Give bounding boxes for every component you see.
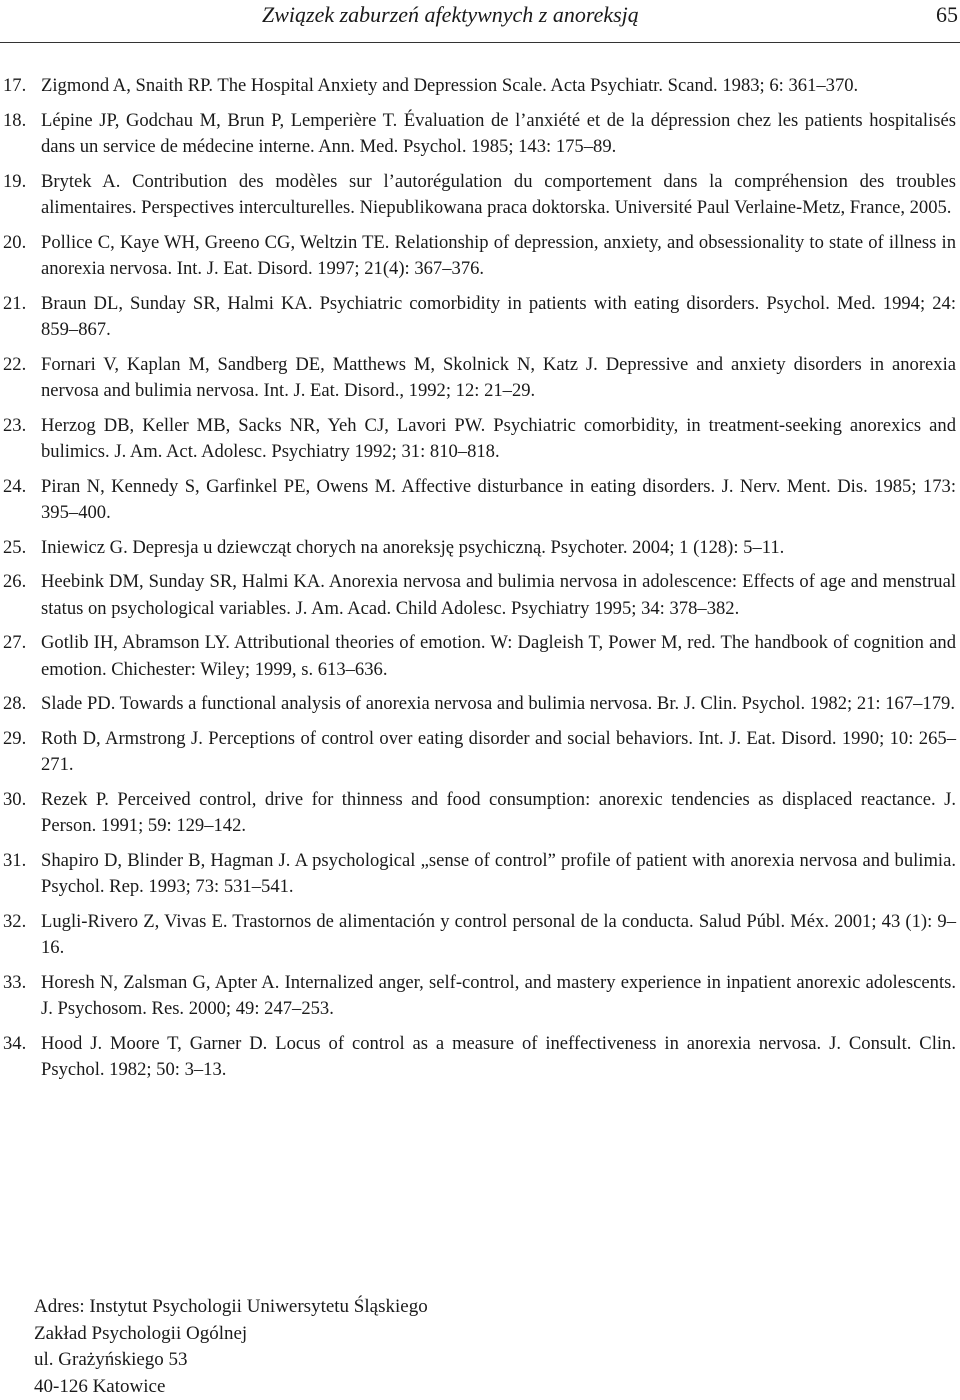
reference-number: 22. — [3, 352, 26, 379]
reference-text: Roth D, Armstrong J. Perceptions of control over eating disorder and social behaviors. Int. J. Eat. Disord. 1990; 10: 265–271. — [41, 728, 956, 776]
reference-item — [0, 108, 956, 161]
reference-number: 24. — [3, 474, 26, 501]
header-rule — [0, 42, 960, 43]
reference-text: Braun DL, Sunday SR, Halmi KA. Psychiatric comorbidity in patients with eating disorders. Psychol. Med. 1994; 24: 859–867. — [41, 293, 956, 341]
reference-item — [0, 291, 956, 344]
reference-number: 27. — [3, 630, 26, 657]
reference-item — [0, 352, 956, 405]
reference-text: Gotlib IH, Abramson LY. Attributional theories of emotion. W: Dagleish T, Power M, red. The handbook of cognition and emotion. Chichester: Wiley; 1999, s. 613–636. — [41, 632, 956, 680]
reference-item — [0, 169, 956, 222]
reference-text: Shapiro D, Blinder B, Hagman J. A psychological „sense of control” profile of patient with anorexia nervosa and bulimia. Psychol. Rep. 1993; 73: 531–541. — [41, 850, 956, 898]
reference-item — [0, 970, 956, 1023]
reference-item — [0, 413, 956, 466]
reference-text: Pollice C, Kaye WH, Greeno CG, Weltzin TE. Relationship of depression, anxiety, and obsessionality to state of illness in anorexia nervosa. Int. J. Eat. Disord. 1997; 21(4): 367–376. — [41, 232, 956, 280]
correspondence-address — [34, 1294, 428, 1400]
reference-number: 23. — [3, 413, 26, 440]
reference-text: Heebink DM, Sunday SR, Halmi KA. Anorexia nervosa and bulimia nervosa in adolescence: Effects of age and menstrual status on psychological variables. J. Am. Acad. Child Adolesc. Psychiatry 1995; 34: 378–382. — [41, 571, 956, 619]
reference-number: 29. — [3, 726, 26, 753]
reference-number: 31. — [3, 848, 26, 875]
reference-item — [0, 535, 956, 562]
reference-text: Horesh N, Zalsman G, Apter A. Internalized anger, self-control, and mastery experience in inpatient anorexic adolescents. J. Psychosom. Res. 2000; 49: 247–253. — [41, 972, 956, 1020]
reference-text: Lépine JP, Godchau M, Brun P, Lemperière T. Évaluation de l’anxiété et de la dépression chez les patients hospitalisés dans un service de médecine interne. Ann. Med. Psychol. 1985; 143: 175–89. — [41, 110, 956, 158]
reference-list — [0, 73, 956, 1092]
reference-text: Lugli-Rivero Z, Vivas E. Trastornos de alimentación y control personal de la conducta. Salud Públ. Méx. 2001; 43 (1): 9–16. — [41, 911, 956, 959]
reference-item — [0, 848, 956, 901]
reference-item — [0, 691, 956, 718]
reference-text: Zigmond A, Snaith RP. The Hospital Anxiety and Depression Scale. Acta Psychiatr. Scand. 1983; 6: 361–370. — [41, 75, 858, 96]
reference-text: Iniewicz G. Depresja u dziewcząt chorych na anoreksję psychiczną. Psychoter. 2004; 1 (128): 5–11. — [41, 537, 784, 558]
reference-text: Piran N, Kennedy S, Garfinkel PE, Owens M. Affective disturbance in eating disorders. J. Nerv. Ment. Dis. 1985; 173: 395–400. — [41, 476, 956, 524]
address-line: Zakład Psychologii Ogólnej — [34, 1321, 428, 1348]
reference-text: Brytek A. Contribution des modèles sur l’autorégulation du comportement dans la compréhension des troubles alimentaires. Perspectives interculturelles. Niepublikowana praca doktorska. Université Paul Verlaine-Metz, France, 2005. — [41, 171, 956, 219]
reference-text: Rezek P. Perceived control, drive for thinness and food consumption: anorexic tendencies as displaced reactance. J. Person. 1991; 59: 129–142. — [41, 789, 956, 837]
address-line: ul. Grażyńskiego 53 — [34, 1347, 428, 1374]
reference-item — [0, 73, 956, 100]
page-number: 65 — [936, 2, 958, 28]
reference-number: 19. — [3, 169, 26, 196]
address-line: 40-126 Katowice — [34, 1374, 428, 1400]
reference-text: Hood J. Moore T, Garner D. Locus of control as a measure of ineffectiveness in anorexia nervosa. J. Consult. Clin. Psychol. 1982; 50: 3–13. — [41, 1033, 956, 1081]
reference-text: Fornari V, Kaplan M, Sandberg DE, Matthews M, Skolnick N, Katz J. Depressive and anxiety disorders in anorexia nervosa and bulimia nervosa. Int. J. Eat. Disord., 1992; 12: 21–29. — [41, 354, 956, 402]
reference-text: Slade PD. Towards a functional analysis of anorexia nervosa and bulimia nervosa. Br. J. Clin. Psychol. 1982; 21: 167–179. — [41, 693, 955, 714]
address-line: Adres: Instytut Psychologii Uniwersytetu Śląskiego — [34, 1294, 428, 1321]
page-header — [0, 0, 960, 46]
reference-item — [0, 1031, 956, 1084]
reference-number: 32. — [3, 909, 26, 936]
reference-item — [0, 630, 956, 683]
reference-number: 26. — [3, 569, 26, 596]
reference-number: 28. — [3, 691, 26, 718]
reference-item — [0, 569, 956, 622]
reference-text: Herzog DB, Keller MB, Sacks NR, Yeh CJ, Lavori PW. Psychiatric comorbidity, in treatment-seeking anorexics and bulimics. J. Am. Act. Adolesc. Psychiatry 1992; 31: 810–818. — [41, 415, 956, 463]
reference-number: 34. — [3, 1031, 26, 1058]
reference-number: 30. — [3, 787, 26, 814]
reference-number: 25. — [3, 535, 26, 562]
reference-number: 18. — [3, 108, 26, 135]
reference-number: 17. — [3, 73, 26, 100]
reference-number: 33. — [3, 970, 26, 997]
reference-item — [0, 474, 956, 527]
reference-item — [0, 787, 956, 840]
reference-item — [0, 230, 956, 283]
reference-number: 21. — [3, 291, 26, 318]
reference-item — [0, 909, 956, 962]
reference-number: 20. — [3, 230, 26, 257]
reference-item — [0, 726, 956, 779]
running-title: Związek zaburzeń afektywnych z anoreksją — [262, 2, 639, 28]
